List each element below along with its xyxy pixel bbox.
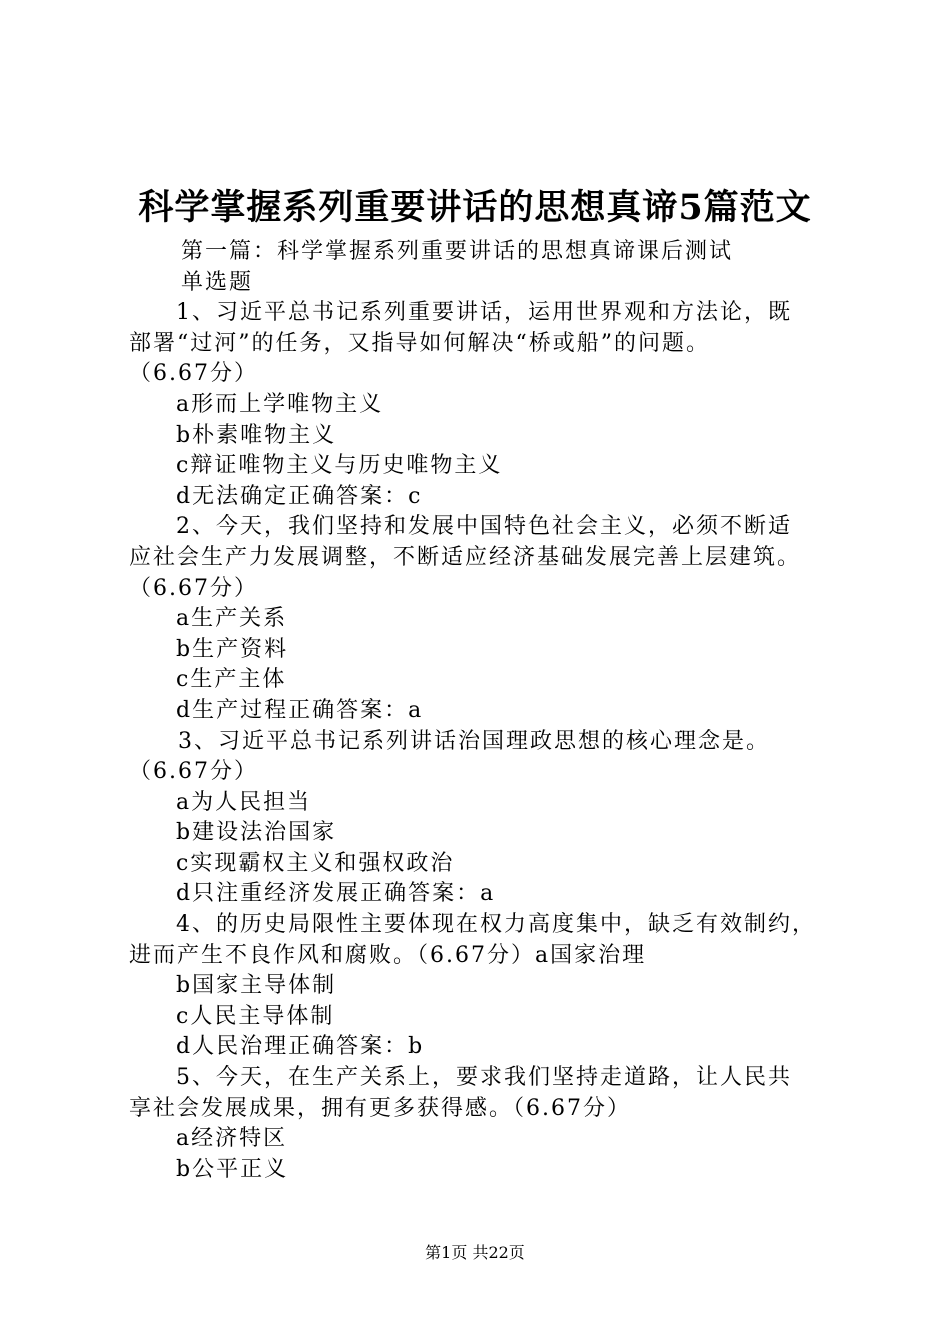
- text-line: c实现霸权主义和强权政治: [176, 850, 455, 876]
- text-line: 5、今天，在生产关系上，要求我们坚持走道路，让人民共: [176, 1065, 792, 1091]
- text-line: 享社会发展成果，拥有更多获得感。（6.67分）: [129, 1095, 631, 1121]
- text-line: d人民治理正确答案：b: [176, 1034, 425, 1060]
- text-line: b生产资料: [176, 636, 289, 662]
- text-line: d只注重经济发展正确答案：a: [176, 881, 496, 907]
- text-line: 3、习近平总书记系列讲话治国理政思想的核心理念是。: [178, 728, 770, 754]
- text-line: b朴素唯物主义: [176, 422, 337, 448]
- text-line: b建设法治国家: [176, 820, 337, 846]
- document-body: [129, 237, 849, 1185]
- text-line: c人民主导体制: [176, 1003, 335, 1029]
- text-line: d无法确定正确答案：c: [176, 483, 423, 509]
- document-title: 科学掌握系列重要讲话的思想真谛5篇范文: [138, 187, 812, 228]
- text-line: b公平正义: [176, 1156, 289, 1182]
- text-line: （6.67分）: [129, 759, 258, 785]
- text-line: 2、今天，我们坚持和发展中国特色社会主义，必须不断适: [176, 514, 792, 540]
- text-line: 单选题: [181, 269, 254, 295]
- text-line: a形而上学唯物主义: [176, 391, 384, 417]
- text-line: d生产过程正确答案：a: [176, 697, 424, 723]
- text-line: 部署“过河”的任务，又指导如何解决“桥或船”的问题。: [129, 330, 710, 356]
- text-line: 4、的历史局限性主要体现在权力高度集中，缺乏有效制约，: [176, 912, 816, 938]
- text-line: a为人民担当: [176, 789, 312, 815]
- text-line: 1、习近平总书记系列重要讲话，运用世界观和方法论，既: [176, 300, 792, 326]
- text-line: （6.67分）: [129, 361, 258, 387]
- text-line: 第一篇：科学掌握系列重要讲话的思想真谛课后测试: [181, 239, 734, 264]
- text-line: c辩证唯物主义与历史唯物主义: [176, 453, 503, 479]
- text-line: a生产关系: [176, 606, 288, 632]
- text-line: c生产主体: [176, 667, 287, 693]
- text-line: b国家主导体制: [176, 973, 337, 999]
- text-line: （6.67分）: [129, 575, 258, 601]
- text-line: 进而产生不良作风和腐败。（6.67分）a国家治理: [129, 942, 647, 968]
- text-line: a经济特区: [176, 1126, 288, 1152]
- text-line: 应社会生产力发展调整，不断适应经济基础发展完善上层建筑。: [129, 544, 802, 570]
- page-number-footer: 第1页 共22页: [425, 1243, 525, 1262]
